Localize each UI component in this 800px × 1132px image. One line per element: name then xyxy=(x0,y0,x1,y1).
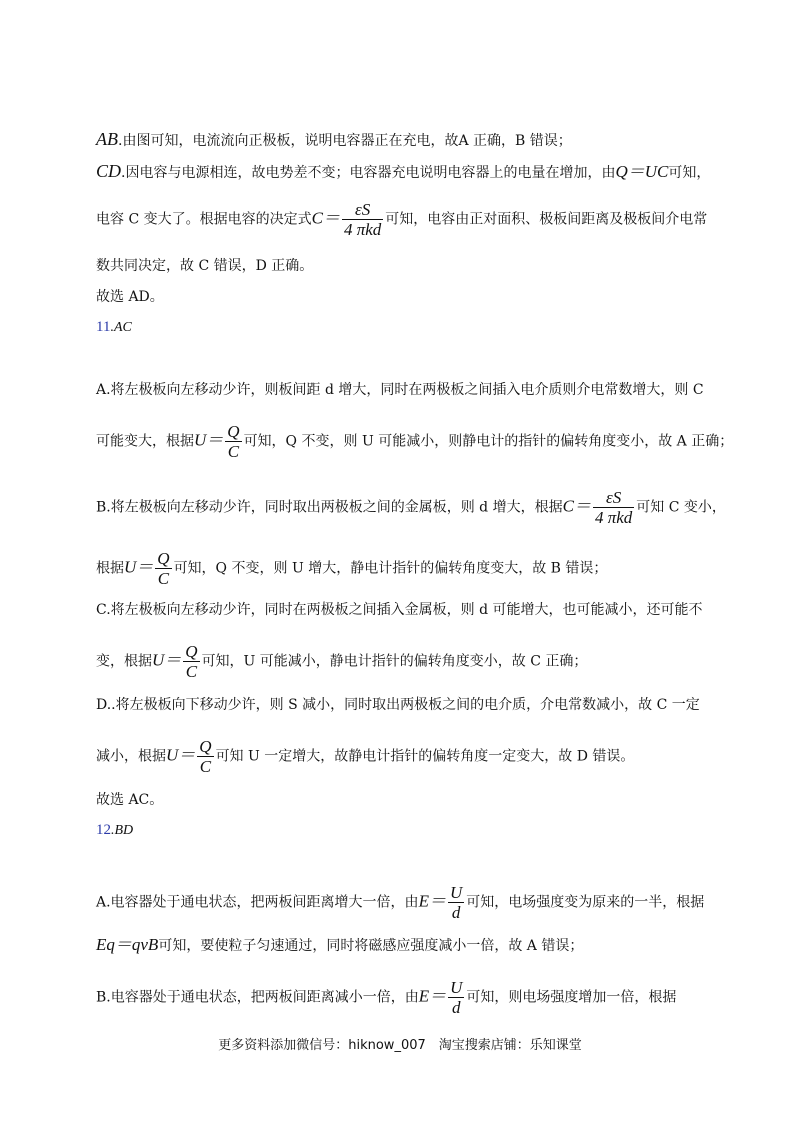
line-select-ad: 故选 AD。 xyxy=(96,289,164,305)
line-option-c-2: 变，根据U＝ $\frac{Q}{C}$ 可知，U 可能减小，静电计指针的偏转角度变小，故 C 正确； xyxy=(96,642,588,681)
fraction-u-qc: $\frac{Q}{C}$ xyxy=(157,549,170,588)
fraction-capacitance: $\frac{\varepsilon S}{\text{4 πkd}}$ xyxy=(594,488,633,527)
fraction-u-qc: $\frac{Q}{C}$ xyxy=(185,642,198,681)
line-option-d-2: 减小，根据U＝ $\frac{Q}{C}$ 可知 U 一定增大，故静电计指针的偏转角度一定变大，故 D 错误。 xyxy=(96,737,635,776)
line-ab: AB.由图可知，电流流向正极板，说明电容器正在充电，故A 正确，B 错误； xyxy=(96,129,572,149)
line-capacitance-formula: 电容 C 变大了。根据电容的决定式C＝ $\frac{\varepsilon S}{\text{4 πkd}}$ 可知，电容由正对面积、极板间距离及极板间介电常 xyxy=(96,200,708,239)
fraction-u-qc: $\frac{Q}{C}$ xyxy=(199,737,212,776)
line-option-b-1: B.将左极板向左移动少许，同时取出两极板之间的金属板，则 d 增大，根据C＝ $\frac{\varepsilon S}{\text{4 πkd}}$ 可知 C 变小， xyxy=(96,488,726,527)
question-11-heading: 11.AC xyxy=(96,319,132,335)
line-q12-option-a-1: A.电容器处于通电状态，把两板间距离增大一倍，由E＝ $\frac{U}{d}$ 可知，电场强度变为原来的一半，根据 xyxy=(96,883,705,922)
line-option-c-1: C.将左极板向左移动少许，同时在两极板之间插入金属板，则 d 可能增大，也可能减小，还可能不 xyxy=(96,602,703,618)
fraction-u-qc: $\frac{Q}{C}$ xyxy=(227,422,240,461)
line-q12-option-a-2: Eq＝qvB可知，要使粒子匀速通过，同时将磁感应强度减小一倍，故 A 错误； xyxy=(96,935,584,954)
fraction-capacitance: $\frac{\varepsilon S}{\text{4 πkd}}$ xyxy=(343,200,382,239)
line-select-ac: 故选 AC。 xyxy=(96,792,164,808)
line-cap-conclusion: 数共同决定，故 C 错误，D 正确。 xyxy=(96,258,314,274)
page-footer: 更多资料添加微信号：hiknow_007 淘宝搜索店铺：乐知课堂 xyxy=(218,1038,582,1053)
line-option-b-2: 根据U＝ $\frac{Q}{C}$ 可知，Q 不变，则 U 增大，静电计指针的偏转角度变大，故 B 错误； xyxy=(96,549,608,588)
line-cd: CD.因电容与电源相连，故电势差不变；电容器充电说明电容器上的电量在增加，由Q＝UC可知， xyxy=(96,161,711,181)
fraction-e-ud: $\frac{U}{d}$ xyxy=(450,978,463,1017)
line-option-a-1: A.将左极板向左移动少许，则板间距 d 增大，同时在两极板之间插入电介质则介电常数增大，则 C xyxy=(96,382,704,398)
fraction-e-ud: $\frac{U}{d}$ xyxy=(449,883,463,922)
line-option-a-2: 可能变大，根据U＝ $\frac{Q}{C}$ 可知，Q 不变，则 U 可能减小，则静电计的指针的偏转角度变小，故 A 正确； xyxy=(96,422,734,461)
line-option-d-1: D..将左极板向下移动少许，则 S 减小，同时取出两极板之间的电介质，介电常数减小，故 C 一定 xyxy=(96,697,700,713)
line-q12-option-b-1: B.电容器处于通电状态，把两板间距离减小一倍，由E＝ $\frac{U}{d}$ 可知，则电场强度增加一倍，根据 xyxy=(96,978,677,1017)
question-12-heading: 12.BD xyxy=(96,822,134,838)
